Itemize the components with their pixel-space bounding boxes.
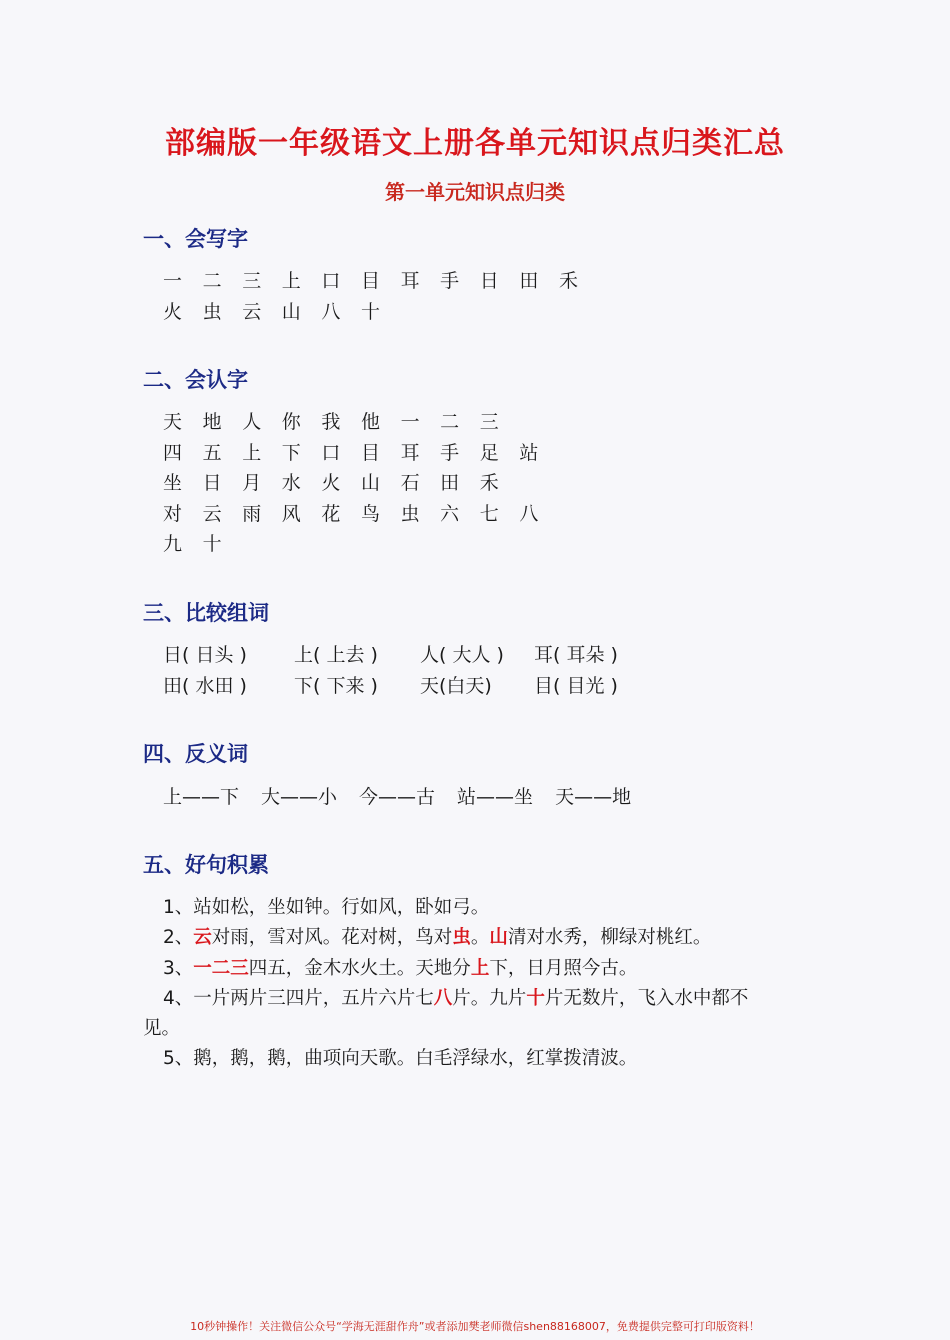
sentence-line: [143, 1014, 813, 1044]
char-cell: 他: [360, 411, 380, 433]
sentence-text: 1、站如松，坐如钟。行如风，卧如弓。: [163, 897, 490, 918]
char-row: [163, 529, 559, 560]
char-cell: 手: [440, 270, 460, 292]
antonym-pair: 大——小: [261, 786, 338, 808]
sentence-text: 片。九片: [452, 987, 527, 1009]
char-cell: 雨: [242, 502, 262, 525]
antonym-list: [163, 782, 653, 812]
char-cell: 对: [163, 502, 183, 525]
char-cell: 山: [360, 472, 380, 494]
char-cell: 二: [440, 411, 460, 433]
word-pair: 田( 水田 ): [163, 674, 247, 697]
word-pair: 耳( 耳朵 ): [534, 644, 618, 666]
highlighted-text: 云: [193, 927, 212, 949]
char-row: [163, 499, 559, 530]
char-cell: 火: [163, 300, 183, 323]
sentence-line: [143, 923, 833, 953]
char-cell: 十: [202, 533, 222, 555]
char-cell: 耳: [400, 270, 420, 292]
sentence-text: 3、: [163, 957, 194, 979]
word-pair: 人( 大人 ): [420, 644, 504, 666]
char-cell: 一: [400, 411, 420, 433]
sentence-text: 。: [470, 927, 490, 949]
char-cell: 七: [479, 502, 499, 525]
char-cell: 耳: [400, 441, 420, 464]
sentence-text: 5、鹅，鹅，鹅，曲项向天歌。白毛浮绿水，红掌拨清波。: [163, 1048, 638, 1070]
sentence-line: [143, 1044, 833, 1074]
char-cell: 十: [360, 300, 380, 323]
section-sentences: [143, 850, 833, 1075]
char-cell: 四: [163, 441, 183, 464]
section-heading: 一、会写字: [143, 227, 248, 251]
footer-note: 10秒钟操作！关注微信公众号“学海无涯甜作舟”或者添加樊老师微信shen88168007，免费提供完整可打印版资料！: [190, 1320, 760, 1333]
char-cell: 上: [281, 270, 301, 292]
section-heading: 五、好句积累: [143, 853, 269, 877]
char-row: [163, 297, 599, 328]
sentence-text: 对雨，雪对风。花对树，鸟对: [211, 927, 453, 949]
word-pair: 天(白天): [420, 674, 492, 697]
char-cell: 目: [360, 270, 380, 292]
antonym-pair: 站——坐: [457, 786, 534, 808]
char-cell: 坐: [163, 472, 183, 494]
sentence-text: 片无数片，飞入水中都不: [544, 987, 749, 1009]
section-heading: 三、比较组词: [143, 601, 269, 625]
highlighted-text: 一二三: [193, 957, 249, 979]
char-cell: 你: [281, 411, 301, 433]
char-cell: 火: [321, 472, 341, 494]
sentence-text: 2、: [163, 927, 194, 949]
char-cell: 三: [242, 270, 262, 292]
char-cell: 三: [479, 411, 499, 433]
section-heading: 二、会认字: [143, 368, 248, 392]
char-cell: 虫: [400, 502, 420, 525]
char-cell: 日: [479, 270, 499, 292]
word-pair: 日( 日头 ): [163, 644, 247, 666]
section-antonyms: [143, 739, 653, 812]
char-cell: 下: [281, 441, 301, 464]
page-title: 部编版一年级语文上册各单元知识点归类汇总: [165, 126, 785, 161]
char-cell: 六: [440, 502, 460, 525]
char-cell: 风: [281, 502, 301, 525]
sentence-line: [143, 954, 833, 984]
char-cell: 手: [440, 441, 460, 464]
sentence-text: 4、一片两片三四片，五片六片七: [163, 987, 434, 1009]
antonym-pair: 天——地: [555, 786, 632, 808]
char-cell: 目: [360, 441, 380, 464]
char-cell: 田: [440, 472, 460, 494]
word-pair-grid: [143, 640, 644, 701]
char-cell: 鸟: [360, 502, 380, 525]
sentence-text: 四五，金木水火土。天地分: [248, 957, 471, 979]
word-pair-row: [163, 671, 644, 702]
sentence-line: [143, 893, 833, 923]
char-cell: 口: [321, 270, 341, 292]
sentence-text: 见。: [143, 1018, 181, 1040]
sentence-text: 清对水秀，柳绿对桃红。: [507, 927, 712, 949]
char-cell: 山: [281, 300, 301, 323]
char-row: [163, 407, 559, 438]
char-cell: 虫: [202, 300, 222, 323]
highlighted-text: 上: [470, 957, 490, 979]
highlighted-text: 虫: [452, 927, 471, 949]
char-cell: 口: [321, 441, 341, 464]
char-grid: [143, 266, 599, 327]
sentence-list: [143, 893, 833, 1075]
char-cell: 水: [281, 472, 301, 494]
section-compare: [143, 598, 644, 701]
char-grid: [143, 407, 559, 560]
char-cell: 足: [479, 441, 499, 464]
highlighted-text: 八: [433, 987, 453, 1009]
char-cell: 八: [321, 300, 341, 323]
char-cell: 五: [202, 441, 222, 464]
char-cell: 天: [163, 411, 183, 433]
antonym-pair: 今——古: [359, 786, 436, 808]
char-cell: 田: [519, 270, 539, 292]
char-cell: 站: [519, 441, 539, 464]
highlighted-text: 山: [489, 927, 508, 949]
unit-subtitle: 第一单元知识点归类: [385, 180, 565, 204]
section-heading: 四、反义词: [143, 742, 248, 766]
char-cell: 云: [202, 502, 222, 525]
word-pair-row: [163, 640, 644, 671]
char-cell: 上: [242, 441, 262, 464]
char-cell: 禾: [479, 472, 499, 494]
sentence-line: [143, 984, 833, 1014]
char-row: [163, 438, 559, 469]
char-cell: 二: [202, 270, 222, 292]
section-recognize: [143, 365, 559, 560]
char-cell: 月: [242, 472, 262, 494]
char-cell: 云: [242, 300, 262, 323]
char-cell: 一: [163, 270, 183, 292]
char-cell: 人: [242, 411, 262, 433]
word-pair: 下( 下来 ): [294, 674, 378, 697]
char-cell: 我: [321, 411, 341, 433]
char-cell: 石: [400, 472, 420, 494]
highlighted-text: 十: [526, 987, 545, 1009]
char-cell: 花: [321, 502, 341, 525]
char-cell: 日: [202, 472, 222, 494]
antonym-pair: 上——下: [163, 786, 240, 808]
char-cell: 九: [163, 533, 183, 555]
char-cell: 地: [202, 411, 222, 433]
char-row: [163, 468, 559, 499]
word-pair: 目( 目光 ): [534, 674, 618, 697]
char-cell: 禾: [558, 270, 578, 292]
char-cell: 八: [519, 502, 539, 525]
char-row: [163, 266, 599, 297]
word-pair: 上( 上去 ): [294, 644, 378, 666]
sentence-text: 下，日月照今古。: [489, 957, 638, 979]
section-write: [143, 224, 599, 327]
